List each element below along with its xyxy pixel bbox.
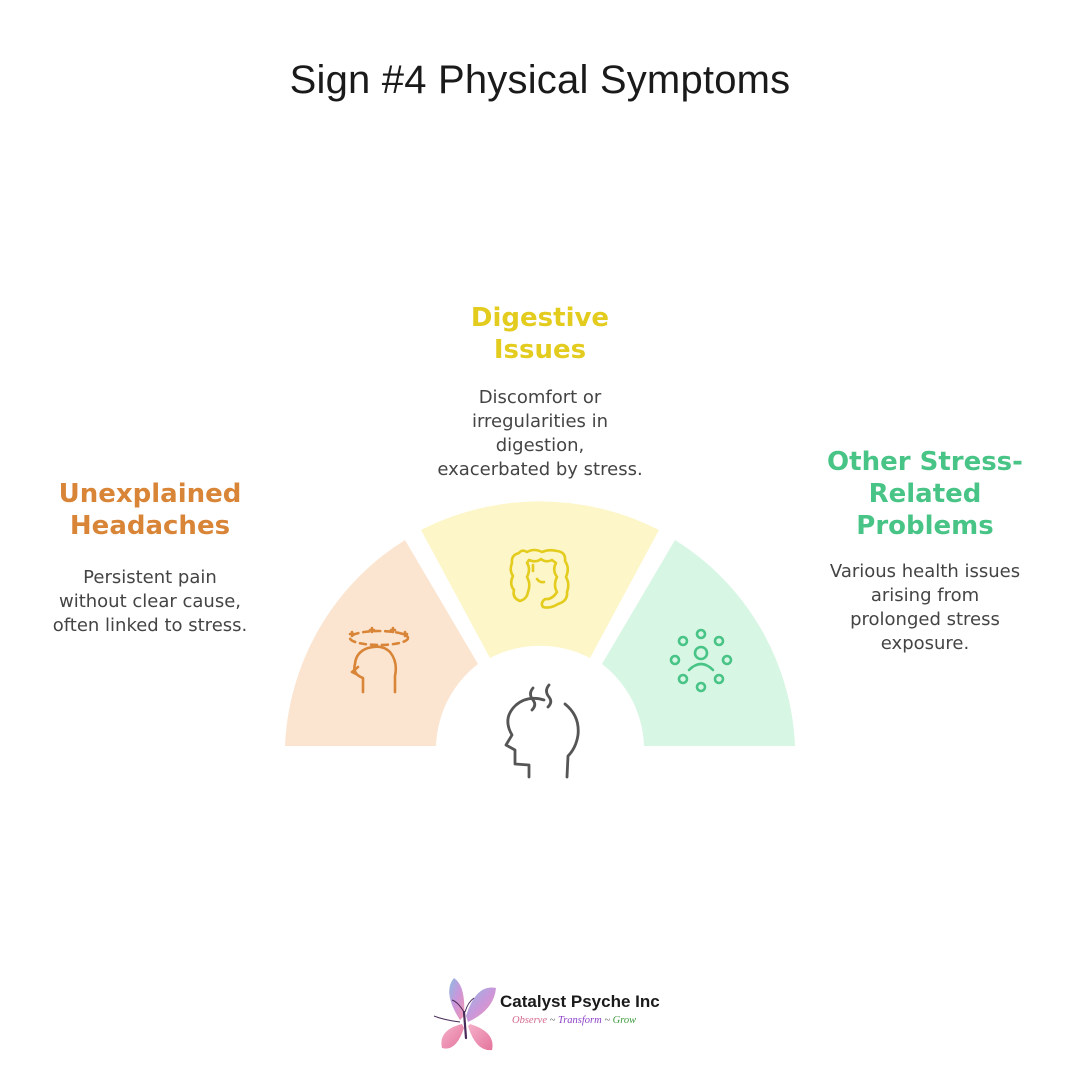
- headaches-block: [40, 478, 260, 638]
- description-line: without clear cause,: [58, 591, 242, 612]
- digestive-heading: [410, 302, 670, 366]
- digestive-block: [410, 302, 670, 482]
- headaches-heading: [40, 478, 260, 542]
- other-problems-description: [810, 560, 1040, 656]
- description-line: arising from: [870, 585, 980, 606]
- description-line: exacerbated by stress.: [437, 459, 643, 480]
- tagline-separator: ~: [547, 1015, 558, 1026]
- digestive-description: [410, 386, 670, 482]
- butterfly-icon: [430, 972, 500, 1058]
- logo-name: Catalyst Psyche Inc: [500, 992, 660, 1011]
- company-logo: [430, 972, 690, 1062]
- digestive-heading-line1: Digestive: [470, 303, 610, 333]
- stressed-head-icon: [506, 685, 578, 777]
- description-line: Persistent pain: [83, 567, 217, 588]
- description-line: Various health issues: [829, 561, 1021, 582]
- other-problems-block: [810, 446, 1040, 656]
- description-line: often linked to stress.: [52, 615, 248, 636]
- description-line: digestion,: [495, 435, 585, 456]
- tagline-separator: ~: [601, 1015, 613, 1026]
- logo-tagline: [512, 1015, 636, 1026]
- digestive-heading-line2: Issues: [493, 335, 587, 365]
- tagline-observe: Observe: [512, 1015, 547, 1026]
- page-title: Sign #4 Physical Symptoms: [289, 58, 791, 102]
- description-line: irregularities in: [471, 411, 609, 432]
- tagline-grow: Grow: [612, 1015, 637, 1026]
- headaches-heading-line2: Headaches: [69, 511, 231, 541]
- headaches-description: [40, 566, 260, 638]
- description-line: prolonged stress: [850, 609, 1000, 630]
- description-line: Discomfort or: [478, 387, 602, 408]
- other-heading-line3: Problems: [856, 511, 994, 541]
- description-line: exposure.: [880, 633, 970, 654]
- other-heading-line2: Related: [868, 479, 982, 509]
- other-problems-heading: [810, 446, 1040, 542]
- tagline-transform: Transform: [557, 1015, 602, 1026]
- headaches-heading-line1: Unexplained: [58, 479, 242, 509]
- other-heading-line1: Other Stress-: [827, 447, 1023, 477]
